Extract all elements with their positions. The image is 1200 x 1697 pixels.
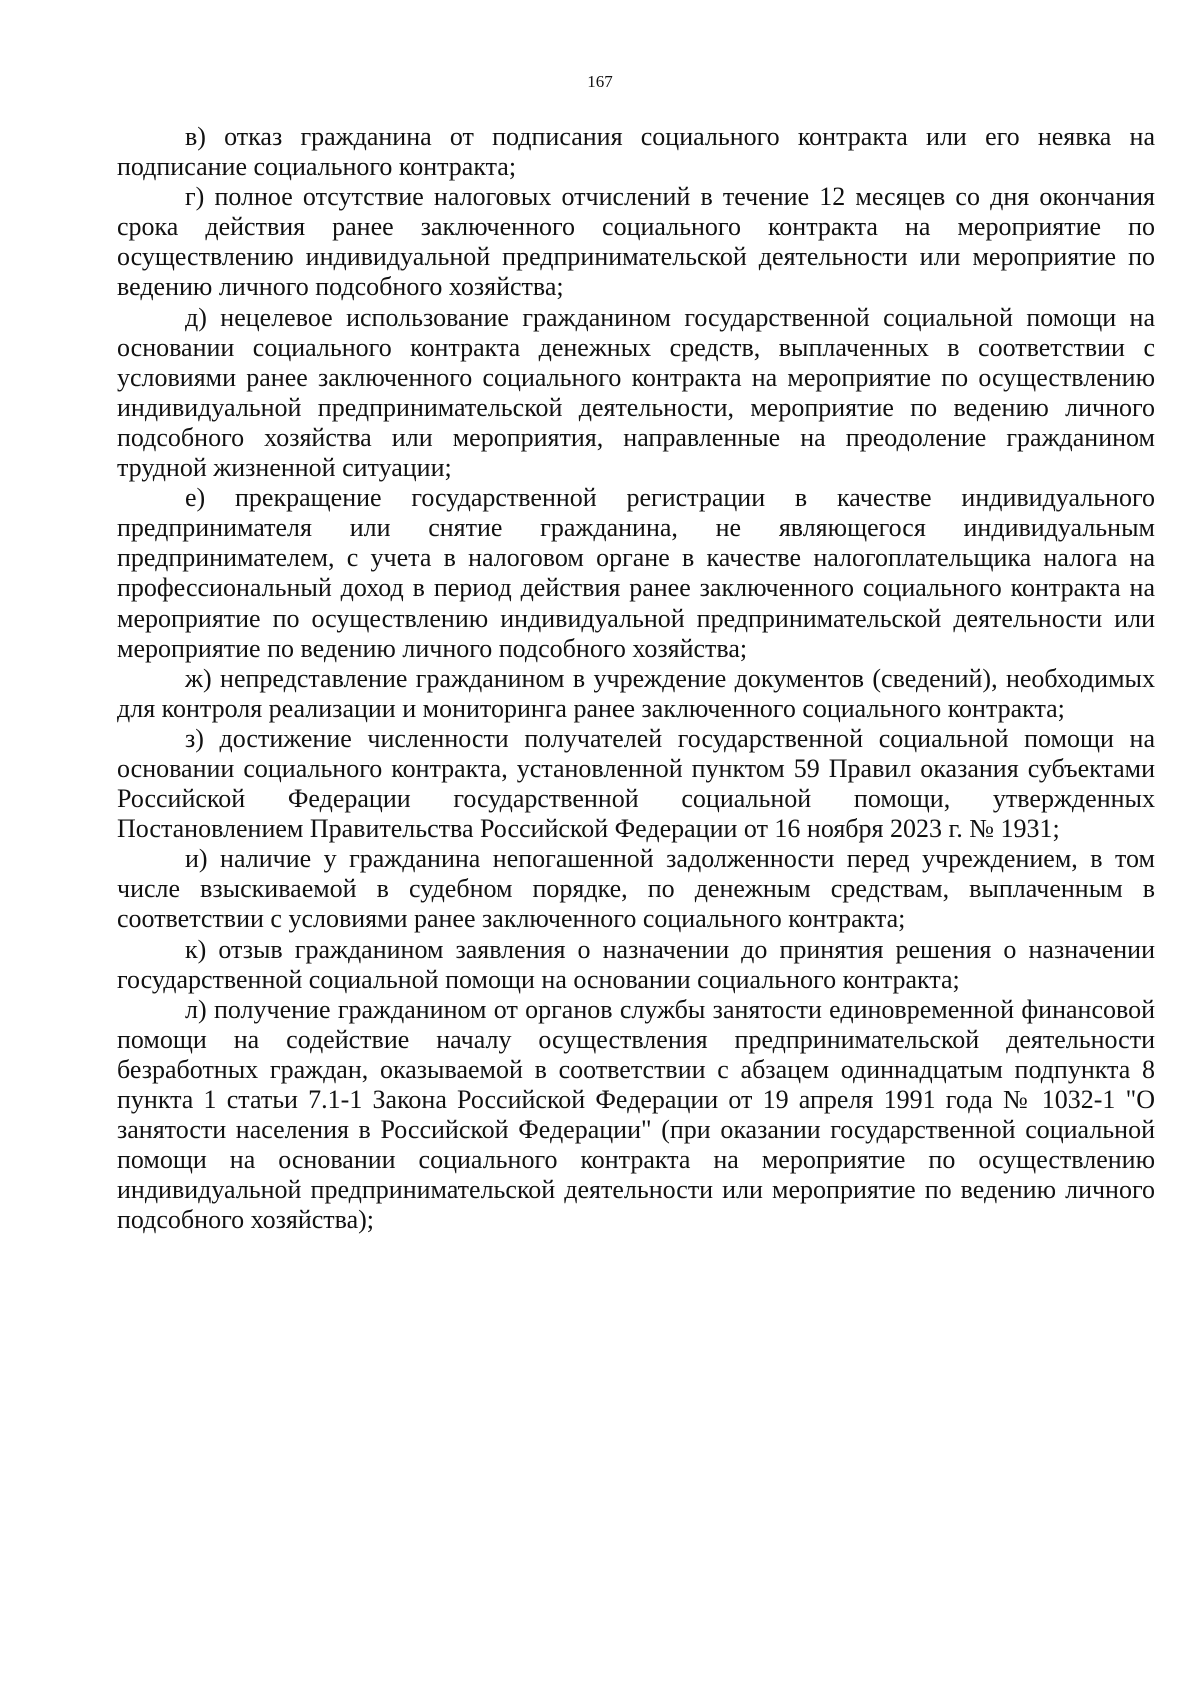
paragraph-zh: ж) непредставление гражданином в учреждение документов (сведений), необходимых для контроля реализации и мониторинга ранее заключенного социального контракта; [117, 663, 1155, 723]
page-number: 167 [587, 72, 613, 91]
paragraph-d: д) нецелевое использование гражданином государственной социальной помощи на основании социального контракта денежных средств, выплаченных в соответствии с условиями ранее заключенного социального контракта на мероприятие по осуществлению индивидуальной предпринимательской деятельности, мероприятие по ведению личного подсобного хозяйства или мероприятия, направленные на преодоление гражданином трудной жизненной ситуации; [117, 302, 1155, 483]
paragraph-l: л) получение гражданином от органов службы занятости единовременной финансовой помощи на содействие началу осуществления предпринимательской деятельности безработных граждан, оказываемой в соответствии с абзацем одиннадцатым подпункта 8 пункта 1 статьи 7.1-1 Закона Российской Федерации от 19 апреля 1991 года № 1032-1 "О занятости населения в Российской Федерации" (при оказании государственной социальной помощи на основании социального контракта на мероприятие по осуществлению индивидуальной предпринимательской деятельности или мероприятие по ведению личного подсобного хозяйства); [117, 994, 1155, 1235]
paragraph-i: и) наличие у гражданина непогашенной задолженности перед учреждением, в том числе взыскиваемой в судебном порядке, по денежным средствам, выплаченным в соответствии с условиями ранее заключенного социального контракта; [117, 844, 1155, 934]
paragraph-e: е) прекращение государственной регистрации в качестве индивидуального предпринимателя или снятие гражданина, не являющегося индивидуальным предпринимателем, с учета в налоговом органе в качестве налогоплательщика налога на профессиональный доход в период действия ранее заключенного социального контракта на мероприятие по осуществлению индивидуальной предпринимательской деятельности или мероприятие по ведению личного подсобного хозяйства; [117, 483, 1155, 663]
document-body [117, 122, 1155, 1235]
paragraph-g: г) полное отсутствие налоговых отчислений в течение 12 месяцев со дня окончания срока действия ранее заключенного социального контракта на мероприятие по осуществлению индивидуальной предпринимательской деятельности или мероприятие по ведению личного подсобного хозяйства; [117, 182, 1155, 302]
paragraph-v: в) отказ гражданина от подписания социального контракта или его неявка на подписание социального контракта; [117, 122, 1155, 182]
paragraph-k: к) отзыв гражданином заявления о назначении до принятия решения о назначении государственной социальной помощи на основании социального контракта; [117, 934, 1155, 994]
paragraph-z: з) достижение численности получателей государственной социальной помощи на основании социального контракта, установленной пунктом 59 Правил оказания субъектами Российской Федерации государственной социальной помощи, утвержденных Постановлением Правительства Российской Федерации от 16 ноября 2023 г. № 1931; [117, 723, 1155, 844]
